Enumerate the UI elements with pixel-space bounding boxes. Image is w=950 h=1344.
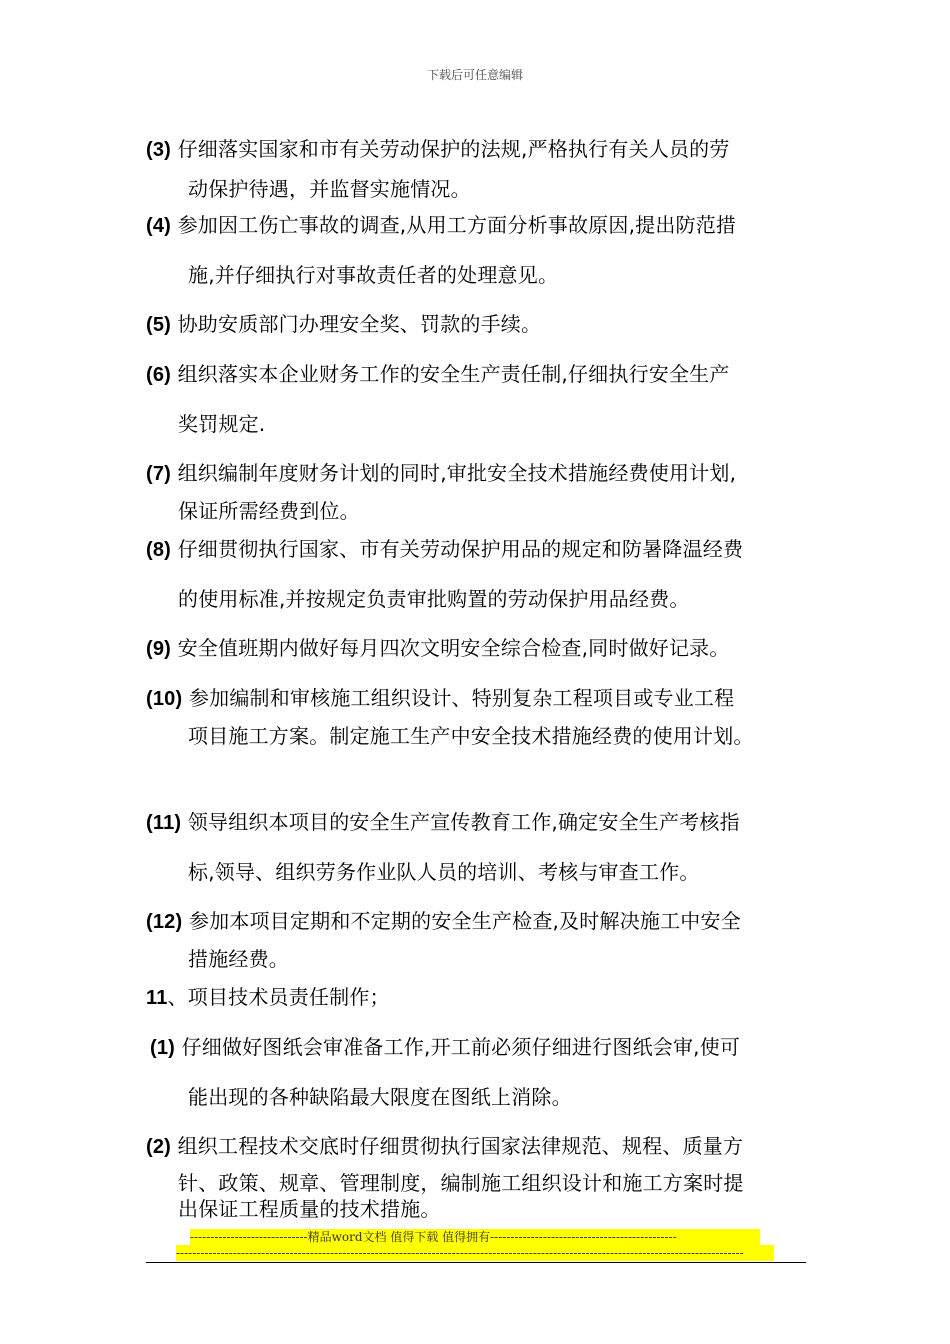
item-number: (3) (146, 139, 172, 161)
tech-item-1-line-1: (1) 仔细做好图纸会审准备工作,开工前必须仔细进行图纸会审,使可 (150, 1035, 741, 1059)
item-number: (1) (150, 1037, 176, 1059)
item-7-line-1: (7) 组织编制年度财务计划的同时,审批安全技术措施经费使用计划, (146, 461, 737, 485)
item-6-line-1: (6) 组织落实本企业财务工作的安全生产责任制,仔细执行安全生产 (146, 362, 730, 386)
item-8-line-2: 的使用标准,并按规定负责审批购置的劳动保护用品经费。 (178, 587, 690, 611)
item-number: (12) (146, 911, 183, 933)
tech-item-2-line-2: 针、政策、规章、管理制度，编制施工组织设计和施工方案时提 (178, 1171, 744, 1195)
footer-banner: -----------------------------精品word文档 值得下载 值得拥有---------------------------------------------- (190, 1229, 760, 1245)
item-number: (8) (146, 539, 172, 561)
item-3-line-2: 动保护待遇，并监督实施情况。 (188, 177, 471, 201)
footer-dashes: -------------------------------------------------------------------------------------------------------------------------------------------- (176, 1245, 774, 1261)
item-number: (2) (146, 1136, 172, 1158)
item-number: (9) (146, 638, 172, 660)
item-number: (10) (146, 688, 183, 710)
item-number: (4) (146, 215, 172, 237)
item-7-line-2: 保证所需经费到位。 (178, 499, 360, 523)
item-11-line-2: 标,领导、组织劳务作业队人员的培训、考核与审查工作。 (188, 860, 700, 884)
item-10-line-2: 项目施工方案。制定施工生产中安全技术措施经费的使用计划。 (188, 724, 754, 748)
item-5-line-1: (5) 协助安质部门办理安全奖、罚款的手续。 (146, 312, 542, 336)
tech-item-2-line-1: (2) 组织工程技术交底时仔细贯彻执行国家法律规范、规程、质量方 (146, 1134, 744, 1158)
tech-item-1-line-2: 能出现的各种缺陷最大限度在图纸上消除。 (188, 1085, 572, 1109)
tech-item-2-line-3: 出保证工程质量的技术措施。 (178, 1197, 441, 1221)
item-4-line-2: 施,并仔细执行对事故责任者的处理意见。 (188, 263, 559, 287)
item-10-line-1: (10) 参加编制和审核施工组织设计、特别复杂工程项目或专业工程 (146, 686, 735, 710)
item-3-line-1: (3) 仔细落实国家和市有关劳动保护的法规,严格执行有关人员的劳 (146, 137, 730, 161)
item-12-line-1: (12) 参加本项目定期和不定期的安全生产检查,及时解决施工中安全 (146, 909, 741, 933)
item-11-line-1: (11) 领导组织本项目的安全生产宣传教育工作,确定安全生产考核指 (146, 810, 740, 834)
item-number: (11) (146, 812, 182, 834)
page-header: 下载后可任意编辑 (426, 68, 523, 82)
item-6-line-2: 奖罚规定. (178, 412, 266, 436)
item-9-line-1: (9) 安全值班期内做好每月四次文明安全综合检查,同时做好记录。 (146, 636, 730, 660)
item-8-line-1: (8) 仔细贯彻执行国家、市有关劳动保护用品的规定和防暑降温经费 (146, 537, 744, 561)
section-heading: 11、项目技术员责任制作； (146, 985, 390, 1009)
item-number: (5) (146, 314, 172, 336)
item-number: (6) (146, 364, 172, 386)
item-12-line-2: 措施经费。 (188, 947, 289, 971)
footer-rule (146, 1262, 806, 1263)
item-4-line-1: (4) 参加因工伤亡事故的调查,从用工方面分析事故原因,提出防范措 (146, 213, 737, 237)
item-number: (7) (146, 463, 172, 485)
